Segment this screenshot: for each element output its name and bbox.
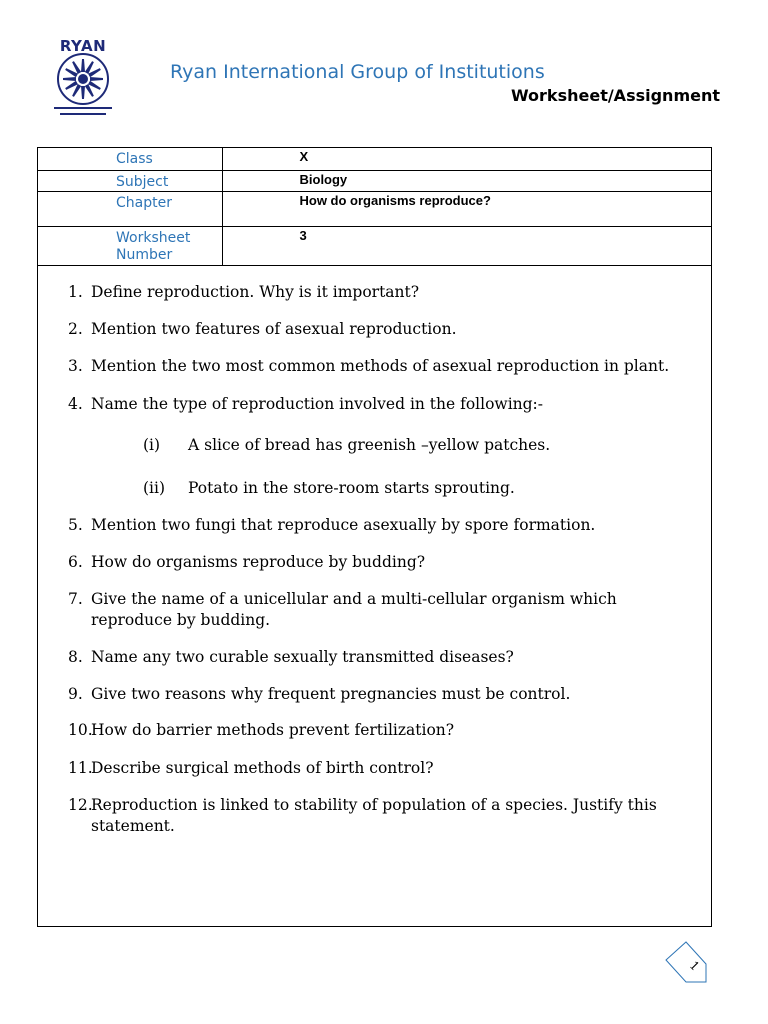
question-number: 7.: [68, 590, 83, 608]
class-label: Class: [38, 148, 222, 170]
worksheet-frame: [37, 147, 712, 927]
worksheet-number-label: [38, 226, 222, 265]
question-number: 10.: [68, 721, 93, 739]
chapter-label: Chapter: [38, 191, 222, 226]
page-number-badge: [664, 940, 708, 984]
subitem-number: (ii): [143, 479, 166, 497]
question-text: How do barrier methods prevent fertilization?: [91, 721, 455, 739]
question-item: [68, 282, 688, 303]
question-text: How do organisms reproduce by budding?: [91, 553, 426, 571]
subitem-text: Potato in the store-room starts sprouting.: [188, 479, 515, 497]
institution-title: Ryan International Group of Institutions: [170, 61, 545, 83]
question-number: 12.: [68, 796, 93, 814]
question-item: [68, 720, 688, 741]
question-number: 2.: [68, 320, 83, 338]
info-row-class: [38, 148, 711, 170]
question-item: [68, 515, 688, 536]
question-number: 11.: [68, 759, 93, 777]
document-type-title: Worksheet/Assignment: [510, 86, 720, 105]
question-item: [68, 647, 688, 668]
page-number-text: 1: [686, 958, 703, 974]
question-item: [68, 795, 688, 837]
info-row-subject: [38, 170, 711, 191]
question-item: [68, 552, 688, 573]
question-item: [68, 684, 688, 705]
question-item: [68, 394, 688, 415]
question-number: 1.: [68, 283, 83, 301]
info-row-worksheet-number: [38, 226, 711, 265]
question-text: Mention two features of asexual reproduction.: [91, 320, 457, 338]
question-number: 5.: [68, 516, 83, 534]
info-row-chapter: [38, 191, 711, 226]
question-number: 6.: [68, 553, 83, 571]
question-text: Name the type of reproduction involved in the following:-: [91, 395, 544, 413]
question-number: 3.: [68, 357, 83, 375]
info-table: [38, 148, 711, 266]
question-item: [68, 758, 688, 779]
question-text: Name any two curable sexually transmitted diseases?: [91, 648, 514, 666]
subitem-number: (i): [143, 436, 161, 454]
question-text: Describe surgical methods of birth control?: [91, 759, 434, 777]
question-number: 4.: [68, 395, 83, 413]
question-item: [68, 319, 688, 340]
worksheet-number-label-text: Worksheet Number: [116, 229, 191, 263]
subitem-text: A slice of bread has greenish –yellow patches.: [188, 436, 551, 454]
question-text: Reproduction is linked to stability of population of a species. Justify this statement.: [91, 796, 657, 835]
chapter-value: How do organisms reproduce?: [222, 191, 711, 226]
page-badge-icon: [664, 940, 708, 984]
question-number: 9.: [68, 685, 83, 703]
question-item: [68, 589, 688, 631]
worksheet-number-value: 3: [222, 226, 711, 265]
class-value: X: [222, 148, 711, 170]
question-text: Give two reasons why frequent pregnancies must be control.: [91, 685, 571, 703]
question-text: Define reproduction. Why is it important?: [91, 283, 420, 301]
question-text: Mention the two most common methods of asexual reproduction in plant.: [91, 357, 670, 375]
subject-label: Subject: [38, 170, 222, 191]
logo-word: RYAN: [59, 37, 107, 55]
school-logo: [50, 37, 116, 119]
subject-value: Biology: [222, 170, 711, 191]
question-text: Mention two fungi that reproduce asexually by spore formation.: [91, 516, 596, 534]
sunburst-emblem-icon: [50, 51, 116, 119]
question-item: [68, 356, 688, 377]
question-text: Give the name of a unicellular and a multi-cellular organism which reproduce by budding.: [91, 590, 617, 629]
question-number: 8.: [68, 648, 83, 666]
